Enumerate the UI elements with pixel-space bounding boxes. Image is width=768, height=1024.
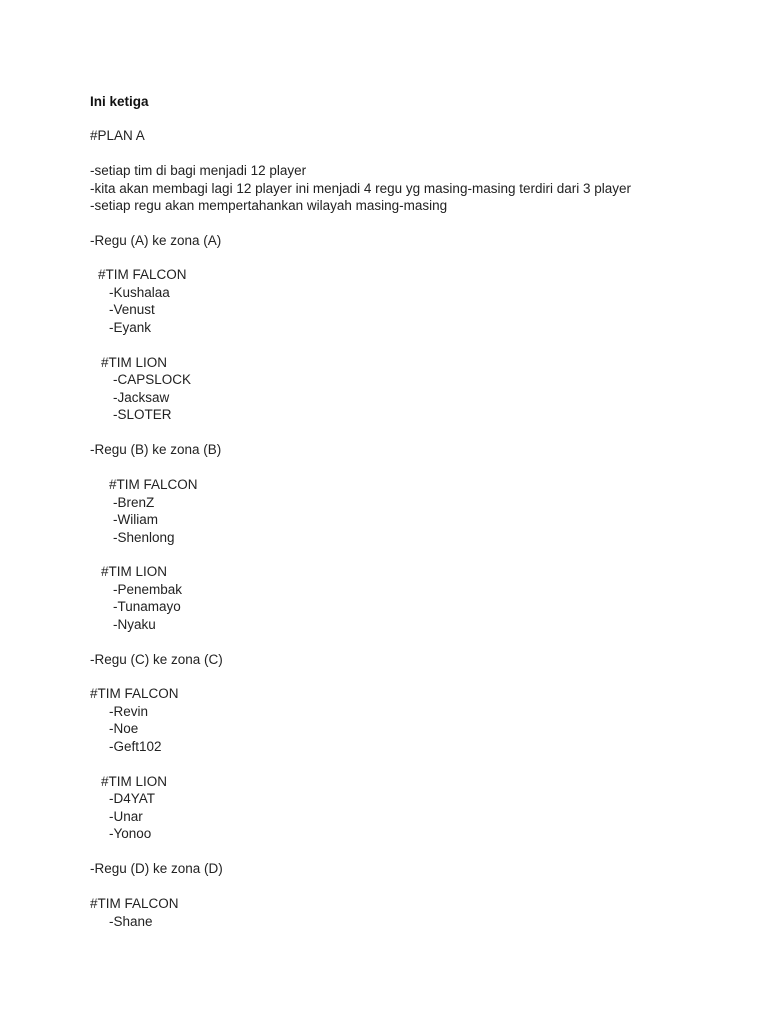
team-name: #TIM LION — [101, 564, 168, 579]
player-name: -SLOTER — [113, 407, 172, 422]
team-name: #TIM FALCON — [98, 267, 187, 282]
player-name: -Eyank — [109, 320, 152, 335]
player-name: -D4YAT — [109, 791, 156, 806]
team-name: #TIM FALCON — [90, 896, 179, 911]
player-name: -Geft102 — [109, 739, 162, 754]
player-name: -Unar — [109, 809, 143, 824]
document-title: Ini ketiga — [90, 94, 149, 109]
player-name: -Tunamayo — [113, 599, 181, 614]
player-name: -Shane — [109, 914, 153, 929]
player-name: -Shenlong — [113, 530, 175, 545]
rule-line: -setiap regu akan mempertahankan wilayah masing-masing — [90, 198, 448, 213]
team-name: #TIM FALCON — [90, 686, 179, 701]
player-name: -Yonoo — [109, 826, 152, 841]
squad-heading: -Regu (A) ke zona (A) — [90, 233, 222, 248]
team-name: #TIM FALCON — [109, 477, 198, 492]
player-name: -Jacksaw — [113, 390, 170, 405]
player-name: -BrenZ — [113, 495, 155, 510]
squad-heading: -Regu (B) ke zona (B) — [90, 442, 222, 457]
squad-heading: -Regu (C) ke zona (C) — [90, 652, 223, 667]
player-name: -Wiliam — [113, 512, 158, 527]
player-name: -Kushalaa — [109, 285, 170, 300]
player-name: -CAPSLOCK — [113, 372, 192, 387]
team-name: #TIM LION — [101, 355, 168, 370]
player-name: -Noe — [109, 721, 139, 736]
rule-line: -setiap tim di bagi menjadi 12 player — [90, 163, 307, 178]
rule-line: -kita akan membagi lagi 12 player ini menjadi 4 regu yg masing-masing terdiri dari 3 player — [90, 181, 632, 196]
player-name: -Penembak — [113, 582, 183, 597]
squad-heading: -Regu (D) ke zona (D) — [90, 861, 223, 876]
player-name: -Nyaku — [113, 617, 156, 632]
player-name: -Revin — [109, 704, 149, 719]
plan-heading: #PLAN A — [90, 128, 145, 143]
team-name: #TIM LION — [101, 774, 168, 789]
player-name: -Venust — [109, 302, 155, 317]
